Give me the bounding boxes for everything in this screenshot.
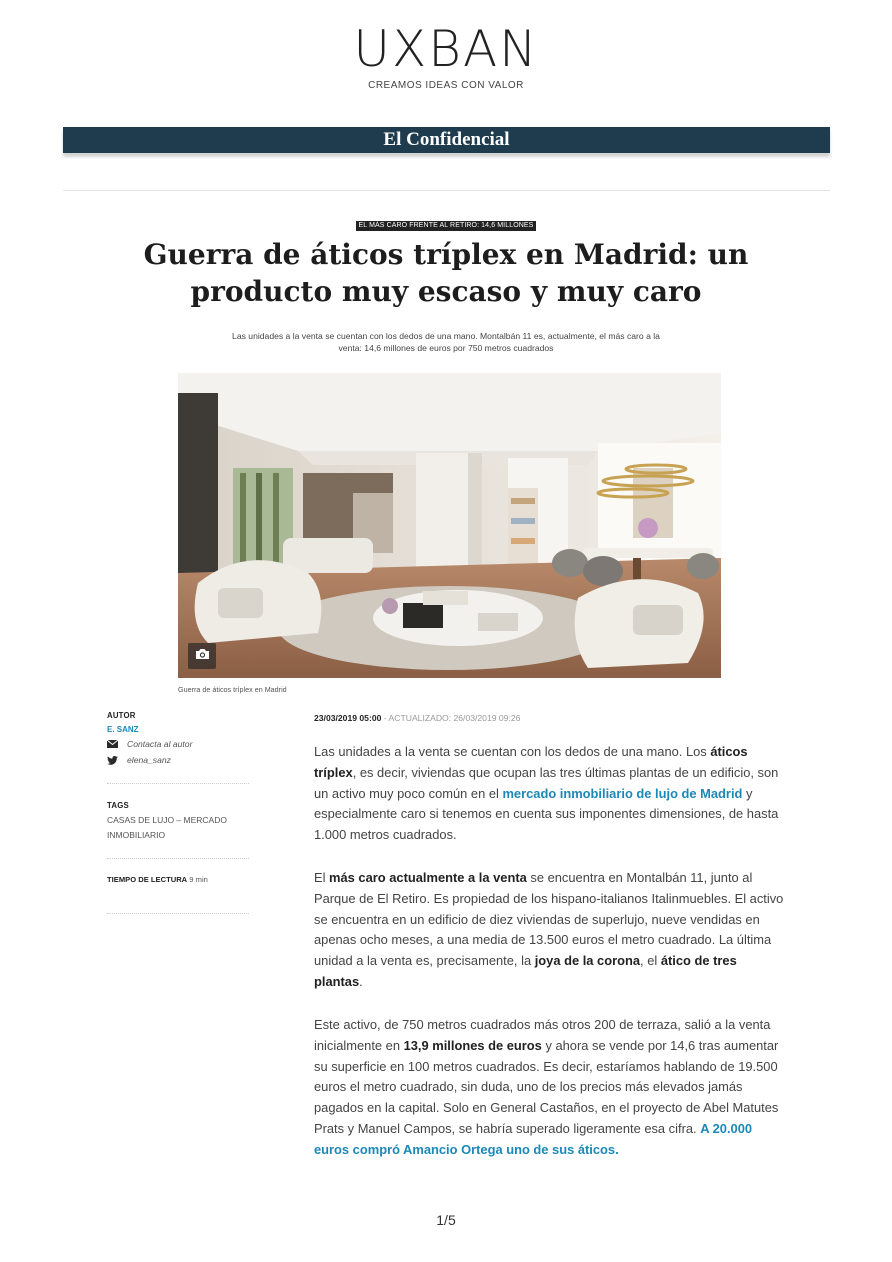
- tags-label: TAGS: [107, 801, 129, 810]
- text-run: Las unidades a la venta se cuentan con los dedos de una mano. Los: [314, 744, 711, 759]
- masthead-title[interactable]: El Confidencial: [383, 129, 510, 150]
- twitter-link[interactable]: [107, 755, 171, 765]
- article-subtitle: Las unidades a la venta se cuentan con los dedos de una mano. Montalbán 11 es, actualmente, el más caro a la venta: 14,6 millones de euros por 750 metros cuadrados: [232, 331, 660, 353]
- article-link[interactable]: mercado inmobiliario de lujo de Madrid: [502, 785, 743, 801]
- sidebar-divider-3: [107, 913, 249, 914]
- text-run: El: [314, 870, 330, 885]
- text-run: y especialmente caro si tenemos en cuenta sus imponentes dimensiones, de hasta 1.000 metros cuadrados.: [314, 785, 779, 843]
- contact-author-link[interactable]: [107, 739, 192, 749]
- publish-date: 23/03/2019 05:00: [314, 713, 382, 723]
- header-divider: [63, 190, 830, 191]
- reading-time-label: TIEMPO DE LECTURA: [107, 875, 188, 884]
- hero-image[interactable]: [178, 373, 721, 678]
- bold-text: áticos tríplex: [314, 744, 748, 780]
- reading-time-value: 9 min: [189, 875, 208, 884]
- sidebar-divider-2: [107, 858, 249, 859]
- text-run: se encuentra en Montalbán 11, junto al Parque de El Retiro. Es propiedad de los hispano-italianos Italinmuebles. El activo se encuentra en un edificio de diez viviendas de superlujo, nueve vendidas en apenas ocho meses, a una media de 13.500 euros el metro cuadrado. La última unidad a la venta es, precisamente, la: [314, 870, 784, 969]
- bold-text: 13,9 millones de euros: [403, 1037, 542, 1053]
- article-paragraph-2: [314, 868, 784, 993]
- camera-button[interactable]: [188, 643, 216, 669]
- author-name[interactable]: E. SANZ: [107, 725, 139, 734]
- twitter-icon: [107, 756, 119, 765]
- page-number: 1/5: [436, 1212, 456, 1228]
- bold-text: ático de tres plantas: [314, 953, 737, 989]
- tags-list[interactable]: CASAS DE LUJO – MERCADO INMOBILIARIO: [107, 815, 227, 840]
- updated-date: - ACTUALIZADO: 26/03/2019 09:26: [381, 713, 521, 723]
- image-caption: Guerra de áticos tríplex en Madrid: [178, 685, 287, 694]
- text-run: Este activo, de 750 metros cuadrados más otros 200 de terraza, salió a la venta inicialmente en: [314, 1017, 771, 1053]
- text-run: , el: [640, 953, 661, 969]
- brand-logo: UXBAN: [353, 20, 539, 78]
- bold-text: más caro actualmente a la venta: [329, 870, 527, 885]
- envelope-icon: [107, 740, 119, 748]
- text-run: .: [359, 973, 363, 989]
- brand-tagline: CREAMOS IDEAS CON VALOR: [368, 80, 524, 91]
- article-paragraph-1: [314, 742, 784, 846]
- reading-time: [107, 875, 208, 884]
- masthead-bar: [63, 127, 830, 153]
- text-run: , es decir, viviendas que ocupan las tres últimas plantas de un edificio, son un activo muy poco común en el: [314, 764, 779, 801]
- bold-text: joya de la corona: [534, 953, 641, 969]
- kicker-label: EL MÁS CARO FRENTE AL RETIRO: 14,6 MILLONES: [356, 221, 537, 231]
- kicker-wrap: [0, 214, 892, 232]
- sidebar-divider-1: [107, 783, 249, 784]
- dateline: [314, 713, 520, 723]
- article-headline: Guerra de áticos tríplex en Madrid: un producto muy escaso y muy caro: [143, 238, 749, 308]
- article-paragraph-3: [314, 1015, 784, 1161]
- twitter-handle: elena_sanz: [127, 755, 171, 765]
- camera-icon: [195, 647, 210, 665]
- text-run: y ahora se vende por 14,6 tras aumentar su superficie en 100 metros cuadrados. Es decir, estaríamos hablando de 19.500 euros el metro cuadrado, sin duda, uno de los precios más elevados jamás pagados en la capital. Solo en General Castaños, en el proyecto de Abel Matutes Prats y Manuel Campos, se habría superado ligeramente esa cifra.: [314, 1037, 779, 1136]
- contact-author-label: Contacta al autor: [127, 739, 193, 749]
- article-link[interactable]: A 20.000 euros compró Amancio Ortega uno de sus áticos.: [314, 1120, 753, 1157]
- author-label: AUTOR: [107, 711, 136, 720]
